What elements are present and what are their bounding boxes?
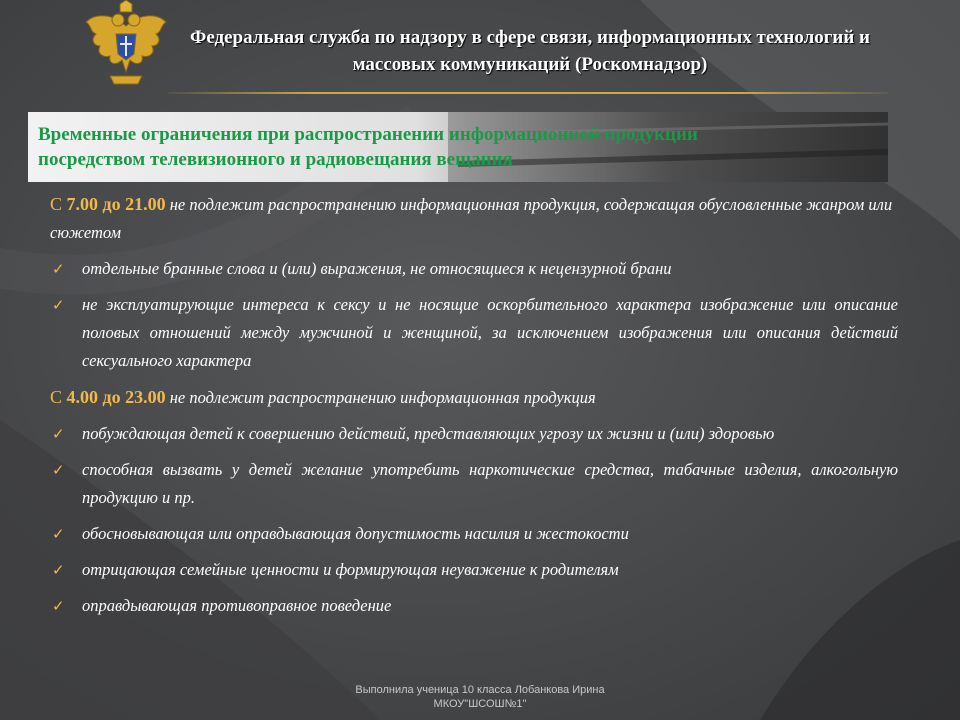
checkmark-icon: ✓: [52, 461, 65, 479]
slide-footer: [280, 683, 680, 711]
section1-intro-text: не подлежит распространению информационная продукция, содержащая обусловленные жанром или сюжетом: [50, 195, 893, 242]
checkmark-icon: ✓: [52, 425, 65, 443]
list-item: ✓ отрицающая семейные ценности и формирующая неуважение к родителям: [50, 556, 898, 584]
banner-title-line2: посредством телевизионного и радиовещания вещания: [38, 149, 513, 170]
checkmark-icon: ✓: [52, 525, 65, 543]
eagle-emblem-icon: [80, 0, 172, 92]
section2-prefix: С: [50, 387, 63, 407]
section1-intro: [50, 190, 898, 247]
slide-banner: [28, 112, 888, 182]
section1-prefix: С: [50, 194, 63, 214]
org-title-line2: массовых коммуникаций (Роскомнадзор): [352, 54, 708, 75]
checkmark-icon: ✓: [52, 296, 65, 314]
list-item: ✓ побуждающая детей к совершению действий, представляющих угрозу их жизни и (или) здоровью: [50, 420, 898, 448]
footer-line1: Выполнила ученица 10 класса Лобанкова Ирина: [355, 684, 605, 696]
slide-content: [50, 190, 898, 628]
checkmark-icon: ✓: [52, 561, 65, 579]
list-item: ✓ не эксплуатирующие интереса к сексу и не носящие оскорбительного характера изображение или описание половых отношений между мужчиной и женщиной, за исключением изображения или описания действий сексуального характера: [50, 291, 898, 375]
list-item: ✓ обосновывающая или оправдывающая допустимость насилия и жестокости: [50, 520, 898, 548]
banner-title-line1: Временные ограничения при распространении информационной продукции: [38, 124, 698, 145]
section2-time-range: 4.00 до 23.00: [66, 387, 166, 407]
header-divider: [168, 92, 888, 94]
section2-intro: [50, 383, 898, 412]
list-item: ✓ оправдывающая противоправное поведение: [50, 592, 898, 620]
list-item: ✓ отдельные бранные слова и (или) выражения, не относящиеся к нецензурной брани: [50, 255, 898, 283]
checkmark-icon: ✓: [52, 260, 65, 278]
section1-time: [50, 194, 166, 214]
section1-list: [50, 255, 898, 375]
list-item: ✓ способная вызвать у детей желание употребить наркотические средства, табачные изделия, алкогольную продукцию и пр.: [50, 456, 898, 512]
org-title-line1: Федеральная служба по надзору в сфере связи, информационных технологий и: [190, 27, 870, 48]
checkmark-icon: ✓: [52, 597, 65, 615]
section2-time: [50, 387, 166, 407]
footer-line2: МКОУ"ШСОШ№1": [433, 698, 527, 710]
organization-title: [160, 24, 900, 78]
banner-title: [38, 122, 888, 172]
section1-time-range: 7.00 до 21.00: [66, 194, 166, 214]
section2-list: [50, 420, 898, 620]
section2-intro-text: не подлежит распространению информационная продукция: [169, 388, 596, 407]
